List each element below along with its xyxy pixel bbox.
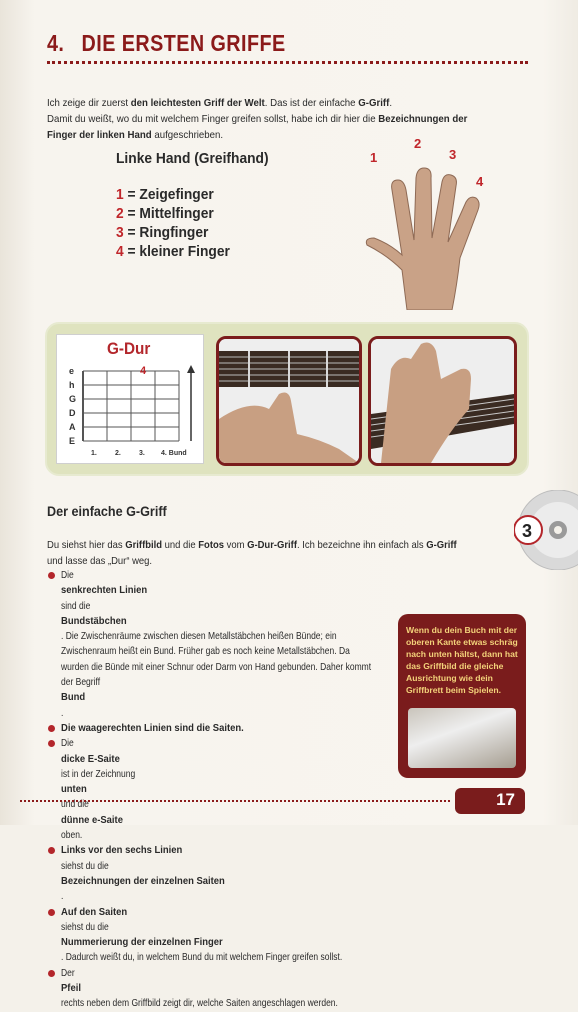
chord-photo-side [368, 336, 517, 466]
finger-legend-item: 2 = Mittelfinger [116, 205, 214, 222]
arrow-head [187, 365, 195, 373]
chord-diagram [56, 334, 204, 464]
cd-track-badge [514, 490, 578, 570]
string-label: D [69, 408, 76, 418]
list-item: Der Pfeil rechts neben dem Griffbild zeigt dir, welche Saiten angeschlagen werden. [47, 966, 402, 1012]
fret-label: 1. [91, 450, 97, 457]
hand-label-2: 2 [414, 136, 422, 151]
finger-legend [116, 185, 230, 261]
page-number: 17 [496, 790, 515, 809]
page-number-tab [455, 788, 525, 814]
tip-text: Wenn du dein Buch mit der oberen Kante etwas schräg nach unten hältst, dann hat das Griffbild die gleiche Ausrichtung wie dein Griffbrett beim Spielen. [406, 625, 518, 695]
footer-divider [20, 800, 450, 802]
hand-label-1: 1 [370, 150, 378, 165]
list-item: Die dicke E-Saite ist in der Zeichnung unten und die dünne e-Saite oben. [47, 736, 402, 843]
string-label: A [69, 422, 76, 432]
finger-marker: 4 [140, 365, 147, 377]
explanation-list [47, 568, 402, 1012]
hand-label-3: 3 [449, 147, 457, 162]
finger-legend-item: 1 = Zeigefinger [116, 186, 214, 203]
chord-grid [57, 335, 203, 463]
string-label: G [69, 394, 77, 404]
string-label: E [69, 436, 76, 446]
fret-label: 4. Bund [161, 450, 187, 457]
book-photo [408, 708, 516, 768]
chapter-title [47, 30, 286, 57]
section-intro: Du siehst hier das Griffbild und die Fotos vom G-Dur-Griff. Ich bezeichne ihn einfach als G-Griff und lasse das „Dur“ weg. [47, 539, 457, 567]
chord-photo-front [216, 336, 362, 466]
fret-label: 2. [115, 450, 121, 457]
string-label: h [69, 380, 75, 390]
chord-name: G-Dur [107, 339, 151, 358]
title-divider [47, 61, 528, 64]
chapter-number: 4. [47, 30, 65, 56]
list-item: Auf den Saiten siehst du die Nummerierung der einzelnen Finger . Dadurch weißt du, in welchem Bund du mit welchem Finger greifen sollst. [47, 905, 402, 966]
tip-box [398, 614, 526, 778]
intro-paragraph: Ich zeige dir zuerst den leichtesten Griff der Welt. Das ist der einfache G-Griff. Damit du weißt, wo du mit welchem Finger greifen sollst, habe ich dir hier die Bezeichnungen der Finger der linken Hand aufgeschrieben. [47, 97, 468, 141]
left-hand-title: Linke Hand (Greifhand) [116, 150, 269, 167]
list-item: Die waagerechten Linien sind die Saiten. [47, 721, 402, 736]
list-item: Die senkrechten Linien sind die Bundstäbchen . Die Zwischenräume zwischen diesen Metallstäbchen heißen Bünde; ein Zwischenraum heißt ein Bund. Früher gab es noch keine Metallstäbchen. Da wurden die Bünde mit einer Schnur oder Darm von Hand gebunden. Daher kommt der Begriff Bund . [47, 568, 402, 721]
hand-illustration [362, 160, 502, 310]
section-title: Der einfache G-Griff [47, 503, 167, 519]
cd-track-number: 3 [522, 521, 533, 541]
hand-label-4: 4 [476, 174, 484, 189]
string-label: e [69, 366, 75, 376]
fret-label: 3. [139, 450, 145, 457]
list-item: Links vor den sechs Linien siehst du die Bezeichnungen der einzelnen Saiten . [47, 843, 402, 904]
finger-legend-item: 4 = kleiner Finger [116, 243, 230, 260]
finger-legend-item: 3 = Ringfinger [116, 224, 209, 241]
chapter-heading: DIE ERSTEN GRIFFE [81, 30, 286, 56]
